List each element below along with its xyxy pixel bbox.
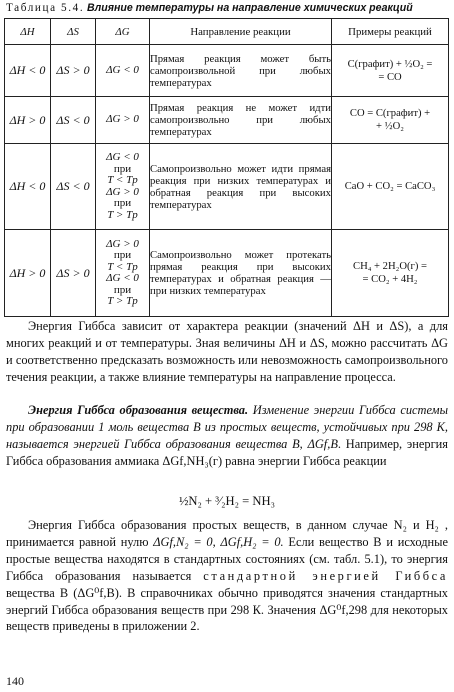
cell-ds: ΔS < 0 — [51, 144, 96, 230]
dg-line: при — [113, 197, 132, 209]
paragraph-text: Если вещество В и исходные простые вещества находятся в стандартных состояниях (см. табл. 5.1), то энергия Гиббса образования называется — [6, 534, 448, 583]
table-row — [5, 144, 449, 230]
example-line: = CO — [378, 71, 402, 83]
header-dh: ΔH — [5, 19, 51, 45]
cell-description: Прямая реакция не может идти самопроизвольно при любых температурах — [150, 97, 332, 144]
cell-description: Самопроизвольно может протекать прямая реакция при высоких температурах и обратная реакция — при низких температурах — [150, 230, 332, 317]
page-number: 140 — [6, 674, 24, 688]
header-examples: Примеры реакций — [332, 19, 449, 45]
paragraph-gibbs-dependence — [6, 318, 448, 386]
cell-example — [332, 97, 449, 144]
reaction-equation: ½N₂ + ³⁄₂H₂ = NH₃ — [178, 494, 276, 508]
dg-line: ΔG > 0 — [106, 113, 139, 126]
table-row — [5, 45, 449, 97]
cell-example — [332, 144, 449, 230]
cell-dh: ΔH < 0 — [5, 144, 51, 230]
table-row — [5, 97, 449, 144]
cell-description: Прямая реакция может быть самопроизвольной при любых температурах — [150, 45, 332, 97]
dg-line: T > Tр — [107, 208, 138, 221]
paragraph-gibbs-formation — [6, 402, 448, 470]
cell-ds: ΔS < 0 — [51, 97, 96, 144]
table-header-row — [5, 19, 449, 45]
cell-description: Самопроизвольно может идти прямая реакция при низких температурах и обратная реакция при высоких температурах — [150, 144, 332, 230]
dg-line: ΔG > 0 — [106, 237, 139, 250]
table-title: Влияние температуры на направление химических реакций — [87, 2, 413, 14]
paragraph-text: . Например, энергия Гиббса образования аммиака ΔGf,NH₃(г) равна энергии Гиббса реакции — [6, 436, 448, 468]
cell-ds: ΔS > 0 — [51, 45, 96, 97]
dg-line: при — [113, 283, 132, 296]
paragraph-text: вещества В (ΔG⁰f,B). В справочниках обычно приводятся значения стандартных энергий Гиббса образования веществ при 298 К. Значения ΔG⁰f,298 для некоторых веществ приведены в приложении 2. — [6, 585, 448, 634]
cell-dg — [96, 144, 150, 230]
dg-line: T < Tр — [107, 174, 138, 186]
dg-line: ΔG < 0 — [106, 63, 139, 76]
cell-dh: ΔH < 0 — [5, 45, 51, 97]
cell-dg — [96, 97, 150, 144]
spaced-term: стандартной энергией Гиббса — [203, 568, 448, 583]
dg-line: T > Tр — [107, 295, 138, 307]
dg-line: ΔG < 0 — [106, 272, 139, 284]
dg-line: T < Tр — [107, 260, 138, 273]
table-caption — [6, 2, 450, 14]
header-direction: Направление реакции — [150, 19, 332, 45]
header-ds: ΔS — [51, 19, 96, 45]
example-line: + ½O₂ — [376, 121, 404, 132]
zero-equations: ΔGf,N₂ = 0, ΔGf,H₂ = 0. — [153, 534, 284, 549]
cell-dh: ΔH > 0 — [5, 97, 51, 144]
example-line: CO = C(графит) + — [349, 108, 431, 119]
example-line: CH₄ + 2H₂O(г) = — [353, 261, 427, 272]
cell-ds: ΔS > 0 — [51, 230, 96, 317]
table-label: Таблица 5.4. — [6, 2, 85, 14]
paragraph-text: Энергия Гиббса образования простых веществ, в данном случае N₂ и H₂ , принимается равной нулю — [6, 518, 448, 549]
example-line: = CO₂ + 4H₂ — [362, 274, 418, 285]
cell-dg — [96, 45, 150, 97]
header-dg: ΔG — [96, 19, 150, 45]
cell-dg — [96, 230, 150, 317]
paragraph-text: Энергия Гиббса зависит от характера реакции (значений ΔH и ΔS), а для многих реакций и от температуры. Зная величины ΔH и ΔS, можно рассчитать ΔG и соответственно предсказать возможность или невозможность самопроизвольного течения реакции, а также влияние температуры на направление процесса. — [6, 319, 448, 384]
symbol-dgfb: ΔGf,B — [307, 436, 338, 451]
cell-example — [332, 45, 449, 97]
example-line: C(графит) + ½O₂ = — [347, 58, 433, 70]
dg-line: при — [113, 162, 132, 175]
dg-line: ΔG < 0 — [106, 151, 139, 163]
dg-line: ΔG > 0 — [106, 185, 139, 198]
section-heading: Энергия Гиббса образования вещества. — [28, 403, 249, 417]
table-row — [5, 230, 449, 317]
thermo-table — [4, 18, 449, 317]
dg-line: при — [113, 249, 132, 261]
example-line: CaO + CO₂ = CaCO₃ — [344, 181, 436, 192]
definition-text: Изменение энергии Гиббса системы при образовании 1 моль вещества В из простых веществ, устойчивых при 298 К, называется энергией Гиббса образования вещества В, — [6, 403, 448, 451]
cell-example — [332, 230, 449, 317]
cell-dh: ΔH > 0 — [5, 230, 51, 317]
paragraph-standard-gibbs — [6, 517, 448, 635]
